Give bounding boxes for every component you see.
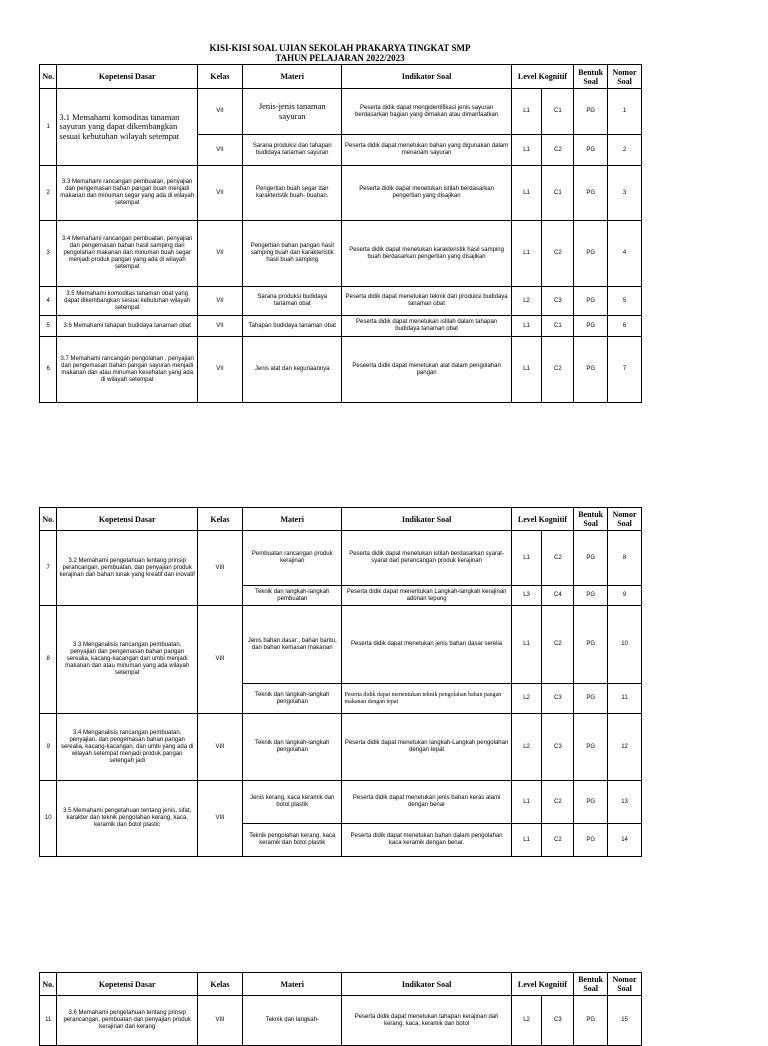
cell-indikator: Peserta didik dapat menetukan bahan dalam pengolahan kaca keramik dengan benar. [342,824,511,857]
cell-level-l: L1 [511,89,542,135]
table-row [40,996,642,1046]
cell-indikator: Peserta didik dapat menetukan istilah berdasarkan pengertian yang disajikan [342,166,511,221]
cell-nomor: 3 [608,166,642,221]
cell-indikator: Peserta didik dapat menetukan istilah dalam tahapan budidaya tanaman obat [342,316,511,337]
table-row [40,531,642,586]
cell-materi: Sarana produksi budidaya tanaman obat [243,287,342,316]
header-kompetensi-dasar: Kopetensi Dasar [57,973,197,996]
cell-level-l: L1 [511,166,542,221]
cell-materi: Jenis alat dan kegunaannya [243,337,342,403]
table-row [40,221,642,287]
title-line-1: KISI-KISI SOAL UJIAN SEKOLAH PRAKARYA TINGKAT SMP [209,43,471,53]
cell-kelas: VII [197,221,242,287]
table-row [40,781,642,824]
header-nomor-soal: Nomor Soal [608,973,642,996]
header-nomor-soal: Nomor Soal [608,65,642,89]
cell-bentuk: PG [574,606,608,684]
table-row [40,714,642,781]
cell-level-l: L1 [511,824,542,857]
cell-bentuk: PG [574,781,608,824]
cell-kelas: VIII [197,606,242,714]
cell-kompetensi-dasar: 3.7 Memahami rancangan pengolahan , penyajian dan pengemasan bahan pangan sayuran menjadi makanan dan atau minuman kesehatan yang ada di wilayah setempat [57,337,197,403]
cell-bentuk: PG [574,221,608,287]
cell-no: 4 [40,287,57,316]
cell-kompetensi-dasar: 3.6 Memahami pengetahuan tentang prinsip perancangan, pembuatan dan penyajian produk kerajinan dari kerang [57,996,197,1046]
header-kompetensi-dasar: Kopetensi Dasar [57,508,197,531]
cell-materi: Teknik dan langkah-langkah pengolahan [243,684,342,714]
cell-materi: Jenis-jenis tanaman sayuran [243,89,342,135]
cell-no: 9 [40,714,57,781]
cell-kompetensi-dasar: 3.6 Memahami tahapan budidaya tanaman obat [57,316,197,337]
cell-kompetensi-dasar: 3.4 Memahami rancangan pembuatan, penyajian dan pengemasan bahan hasil samping dari pengolahan makanan dan minuman buah segar menjadi produk pangan yang ada di wilayah setempat [57,221,197,287]
cell-nomor: 8 [608,531,642,586]
cell-indikator: Peserta didik dapat mengidentifikasi jenis sayuran berdasarkan bagian yang dimakan atau dimanfaatkan [342,89,511,135]
cell-kelas: VII [197,166,242,221]
cell-nomor: 10 [608,606,642,684]
header-no: No. [40,973,57,996]
cell-nomor: 6 [608,316,642,337]
header-materi: Materi [243,65,342,89]
cell-kelas: VII [197,316,242,337]
header-kelas: Kelas [197,973,242,996]
cell-no: 7 [40,531,57,606]
cell-level-l: L3 [511,586,542,606]
cell-bentuk: PG [574,337,608,403]
cell-kompetensi-dasar: 3.4 Menganalisis rancangan pembuatan, penyajian, dan pengemasan bahan pangan serealia, kacang-kacangan, dan umbi yang ada di wilayah setempat menjadi produk pangan setengah jadi [57,714,197,781]
cell-level-c: C2 [542,135,574,166]
header-materi: Materi [243,973,342,996]
cell-bentuk: PG [574,824,608,857]
cell-kelas: VII [197,337,242,403]
cell-level-l: L2 [511,287,542,316]
cell-no: 8 [40,606,57,714]
cell-kelas: VIII [197,714,242,781]
cell-materi: Teknik dan langkah-langkah pembuatan [243,586,342,606]
cell-kompetensi-dasar: 3.3 Memahami rancangan pembuatan, penyajian dan pengemasan bahan pangan buah menjadi makanan dan minuman segar yang ada di wilayah setempat [57,166,197,221]
header-bentuk-soal: Bentuk Soal [574,508,608,531]
header-level-kognitif: Level Kognitif [511,973,574,996]
cell-indikator: Peserta didik dapat menetukan tahapan kerajinan dari kerang, kaca, keramik dan botol [342,996,511,1046]
cell-no: 2 [40,166,57,221]
cell-bentuk: PG [574,684,608,714]
header-kelas: Kelas [197,65,242,89]
cell-bentuk: PG [574,586,608,606]
cell-materi: Pengertian buah segar dan karakteristik buah- buahan. [243,166,342,221]
table-row [40,166,642,221]
table-row [40,287,642,316]
cell-kompetensi-dasar: 3.3 Menganalisis rancangan pembuatan, penyajian dan pengemasan bahan pangan serealia, kacang-kacangan dan umbi menjadi makanan dan atau minuman yang ada wilayah setempat [57,606,197,714]
cell-nomor: 13 [608,781,642,824]
cell-nomor: 15 [608,996,642,1046]
cell-indikator: Peserta didik dapat menetukan istilah berdasarkan syarat-syarat dari perancangan produk kerajinan [342,531,511,586]
cell-level-c: C4 [542,586,574,606]
cell-materi: Tahapan budidaya tanaman obat [243,316,342,337]
cell-nomor: 14 [608,824,642,857]
header-bentuk-soal: Bentuk Soal [574,65,608,89]
header-indikator-soal: Indikator Soal [342,508,511,531]
cell-level-c: C2 [542,781,574,824]
cell-level-c: C1 [542,316,574,337]
cell-materi: Teknik pengolahan kerang, kaca keramik dan botol plastik [243,824,342,857]
header-no: No. [40,508,57,531]
cell-indikator: Peserta didik dapat menetukan langkah-Langkah pengolahan dengan tepat [342,714,511,781]
cell-kelas: VIII [197,996,242,1046]
cell-level-l: L1 [511,135,542,166]
cell-bentuk: PG [574,287,608,316]
table-header-row [40,508,642,531]
cell-indikator: Peserta didik dapat menetukan teknik dari produksi budidaya tanaman obat [342,287,511,316]
header-indikator-soal: Indikator Soal [342,973,511,996]
cell-level-l: L1 [511,221,542,287]
cell-materi: Sarana produksi dan tahapan budidaya tanaman sayuran [243,135,342,166]
header-level-kognitif: Level Kognitif [511,508,574,531]
header-kompetensi-dasar: Kopetensi Dasar [57,65,197,89]
kisi-kisi-table-1 [39,64,642,403]
cell-level-l: L2 [511,996,542,1046]
cell-kompetensi-dasar: 3.1 Memahami komoditas tanaman sayuran yang dapat dikembangkan sesuai kebutuhan wilayah setempat [57,89,197,166]
cell-indikator: Peseerta didik dapat menetukan alat dalam pengolahan pangan [342,337,511,403]
header-materi: Materi [243,508,342,531]
cell-level-l: L1 [511,316,542,337]
cell-kelas: VII [197,89,242,135]
cell-kelas: VIII [197,531,242,606]
cell-no: 6 [40,337,57,403]
cell-bentuk: PG [574,714,608,781]
cell-level-l: L1 [511,337,542,403]
cell-kompetensi-dasar: 3.5 Memahami pengetahuan tentang jenis, sifat, karakter dan teknik pengolahan kerang, kaca, keramik dan botol plastic [57,781,197,857]
cell-indikator: Peserta didik dapat menetukan bahan yang digunakan dalam menanam sayuran [342,135,511,166]
cell-indikator: Peserta didik dapat menentukan Langkah-langkah kerajinan adonan tepung [342,586,511,606]
cell-bentuk: PG [574,996,608,1046]
header-level-kognitif: Level Kognitif [511,65,574,89]
cell-level-c: C1 [542,89,574,135]
table-header-row [40,65,642,89]
cell-level-l: L1 [511,531,542,586]
table-header-row [40,973,642,996]
cell-kompetensi-dasar: 3.5 Memahami komoditas tanaman obat yang dapat dikembangkan sesuai kebutuhan wilayah setempat [57,287,197,316]
table-row [40,316,642,337]
cell-no: 10 [40,781,57,857]
cell-nomor: 9 [608,586,642,606]
cell-kompetensi-dasar: 3.2 Memahami pengetahuan tentang prinsip perancangan, pembuatan, dan penyajian produk kerajinan dari bahan lunak yang kreatif dan inovatif [57,531,197,606]
cell-materi: Jenis bahan dasar , bahan bantu, dan bahan kemasan makanan [243,606,342,684]
cell-level-c: C2 [542,606,574,684]
cell-level-c: C2 [542,531,574,586]
header-no: No. [40,65,57,89]
cell-level-c: C3 [542,684,574,714]
cell-level-c: C3 [542,996,574,1046]
cell-level-c: C2 [542,221,574,287]
title-line-2: TAHUN PELAJARAN 2022/2023 [275,53,405,63]
cell-level-l: L1 [511,606,542,684]
cell-materi: Teknik dan langkah- [243,996,342,1046]
document-title [0,43,680,63]
header-indikator-soal: Indikator Soal [342,65,511,89]
cell-level-c: C2 [542,337,574,403]
cell-level-c: C2 [542,824,574,857]
cell-kelas: VII [197,287,242,316]
cell-no: 11 [40,996,57,1046]
cell-materi: Pembuatan rancangan produk kerajinan [243,531,342,586]
cell-level-l: L2 [511,684,542,714]
cell-bentuk: PG [574,89,608,135]
header-nomor-soal: Nomor Soal [608,508,642,531]
header-kelas: Kelas [197,508,242,531]
cell-level-c: C1 [542,166,574,221]
kisi-kisi-table-2 [39,507,642,857]
cell-no: 1 [40,89,57,166]
cell-nomor: 11 [608,684,642,714]
cell-kelas: VII [197,135,242,166]
header-bentuk-soal: Bentuk Soal [574,973,608,996]
cell-nomor: 4 [608,221,642,287]
cell-indikator: Peserta didik dapat menetukan jenis bahan dasar serelia [342,606,511,684]
cell-level-c: C3 [542,714,574,781]
cell-no: 3 [40,221,57,287]
cell-indikator: Peserta didik dapat menentukan teknik pengolahan bahan pangan makanan dengan tepat [342,684,511,714]
cell-level-l: L2 [511,714,542,781]
kisi-kisi-table-3 [39,972,642,1046]
table-row [40,337,642,403]
cell-bentuk: PG [574,135,608,166]
cell-nomor: 5 [608,287,642,316]
cell-kelas: VIII [197,781,242,857]
cell-indikator: Peserta didik dapat menetukan jenis bahan keras alami dengan benar [342,781,511,824]
table-row [40,606,642,684]
cell-bentuk: PG [574,531,608,586]
cell-nomor: 2 [608,135,642,166]
table-row [40,89,642,135]
cell-bentuk: PG [574,316,608,337]
cell-materi: Jenis kerang, kaca keramik dan botol plastik [243,781,342,824]
cell-indikator: Peserta didik dapat menetukan karakteristik hasil samping buah berdasarkan pengertian yang disajikan [342,221,511,287]
cell-level-c: C3 [542,287,574,316]
cell-nomor: 12 [608,714,642,781]
cell-level-l: L1 [511,781,542,824]
cell-nomor: 1 [608,89,642,135]
cell-materi: Teknik dan langkah-langkah pengolahan [243,714,342,781]
cell-no: 5 [40,316,57,337]
cell-materi: Pengertian bahan pangan hasil samping buah dan karakteristik hasil buah samping [243,221,342,287]
cell-bentuk: PG [574,166,608,221]
cell-nomor: 7 [608,337,642,403]
